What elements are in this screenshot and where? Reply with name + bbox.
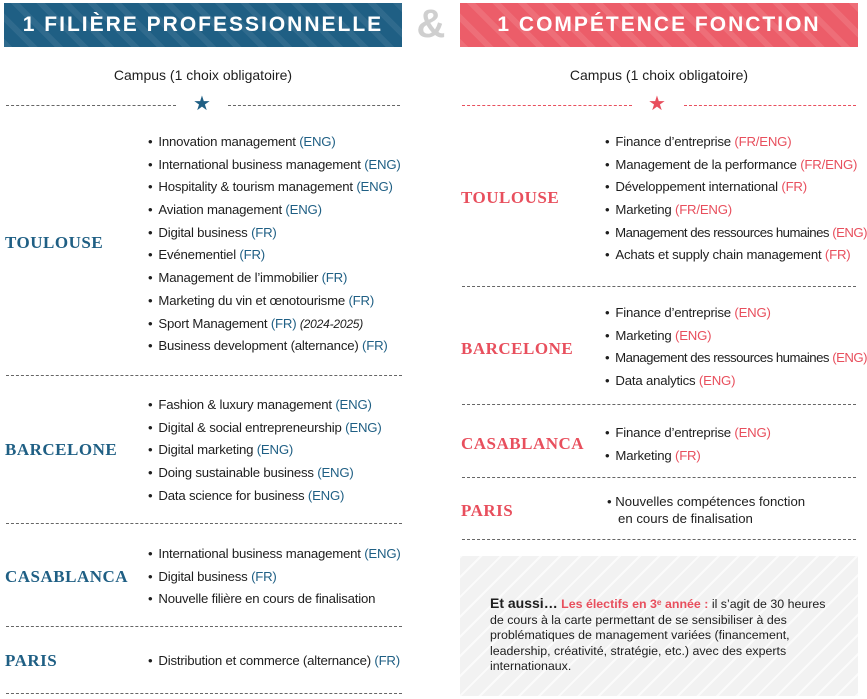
- electives-callout: [460, 556, 858, 696]
- list-item: • Marketing du vin et œnotourisme (FR): [148, 290, 401, 313]
- right-paris-line-1: • Nouvelles compétences fonction: [607, 494, 806, 509]
- electives-lead: Et aussi…: [490, 595, 558, 611]
- list-item: • Digital marketing (ENG): [148, 439, 382, 462]
- left-divider-3: [6, 626, 402, 627]
- list-item: • Business development (alternance) (FR): [148, 335, 401, 358]
- list-item: • Data analytics (ENG): [605, 370, 867, 393]
- right-divider-1: [462, 286, 856, 287]
- right-divider-4: [462, 539, 856, 540]
- right-divider-3: [462, 477, 856, 478]
- right-toulouse-list: [605, 131, 867, 267]
- left-divider-4: [6, 693, 402, 694]
- left-campus-label: Campus (1 choix obligatoire): [113, 67, 293, 83]
- list-item: • Management des ressources humaines (ENG): [605, 347, 867, 370]
- list-item: • Digital & social entrepreneurship (ENG): [148, 417, 382, 440]
- right-city-casablanca: CASABLANCA: [461, 434, 585, 453]
- list-item: • Finance d’entreprise (ENG): [605, 422, 771, 445]
- right-divider-2: [462, 404, 856, 405]
- list-item: • Fashion & luxury management (ENG): [148, 394, 382, 417]
- list-item: • International business management (ENG): [148, 154, 401, 177]
- left-city-barcelone: BARCELONE: [5, 440, 118, 459]
- list-item: • Aviation management (ENG): [148, 199, 401, 222]
- list-item: • Evénementiel (FR): [148, 244, 401, 267]
- list-item: • Hospitality & tourism management (ENG): [148, 176, 401, 199]
- right-city-barcelone: BARCELONE: [461, 339, 574, 358]
- left-divider-1: [6, 375, 402, 376]
- right-city-toulouse: TOULOUSE: [461, 188, 560, 207]
- list-item: • Doing sustainable business (ENG): [148, 462, 382, 485]
- left-star-icon: ★: [193, 93, 211, 115]
- right-paris-line-2: en cours de finalisation: [618, 511, 753, 526]
- list-item: • Distribution et commerce (alternance) (FR): [148, 650, 400, 673]
- list-item: • Marketing (FR/ENG): [605, 199, 867, 222]
- left-city-toulouse: TOULOUSE: [5, 233, 104, 252]
- right-campus-label: Campus (1 choix obligatoire): [569, 67, 749, 83]
- right-star-icon: ★: [648, 93, 666, 115]
- right-star-divider-a: [462, 105, 632, 106]
- list-item: • Nouvelle filière en cours de finalisation: [148, 588, 401, 611]
- list-item: • Management de la performance (FR/ENG): [605, 154, 867, 177]
- electives-text: [490, 596, 836, 675]
- list-item: • Sport Management (FR) (2024-2025): [148, 313, 401, 336]
- list-item: • International business management (ENG): [148, 543, 401, 566]
- ampersand: &: [416, 2, 446, 46]
- list-item: • Finance d’entreprise (ENG): [605, 302, 867, 325]
- left-divider-2: [6, 523, 402, 524]
- list-item: • Finance d’entreprise (FR/ENG): [605, 131, 867, 154]
- left-banner: 1 FILIÈRE PROFESSIONNELLE: [4, 3, 402, 47]
- list-item: • Innovation management (ENG): [148, 131, 401, 154]
- list-item: • Digital business (FR): [148, 566, 401, 589]
- left-paris-list: [148, 650, 400, 673]
- right-casablanca-list: [605, 422, 771, 467]
- list-item: • Data science for business (ENG): [148, 485, 382, 508]
- list-item: • Management de l’immobilier (FR): [148, 267, 401, 290]
- right-city-paris: PARIS: [461, 501, 514, 520]
- electives-body: il s’agit de 30 heures de cours à la carte permettant de se sensibiliser à des problématiques de management variées (financement, leadership, créativité, stratégie, etc.) avec des experts internationaux.: [490, 597, 826, 673]
- list-item: • Management des ressources humaines (ENG): [605, 222, 867, 245]
- left-barcelone-list: [148, 394, 382, 507]
- right-star-divider-b: [684, 105, 856, 106]
- right-paris-text: [607, 493, 805, 527]
- right-barcelone-list: [605, 302, 867, 393]
- left-star-divider-b: [228, 105, 400, 106]
- list-item: • Développement international (FR): [605, 176, 867, 199]
- list-item: • Marketing (ENG): [605, 325, 867, 348]
- left-star-divider-a: [6, 105, 176, 106]
- left-city-paris: PARIS: [5, 651, 58, 670]
- left-toulouse-list: [148, 131, 401, 358]
- list-item: • Marketing (FR): [605, 445, 771, 468]
- list-item: • Digital business (FR): [148, 222, 401, 245]
- left-city-casablanca: CASABLANCA: [5, 567, 129, 586]
- electives-highlight: Les électifs en 3ᵉ année :: [561, 597, 709, 611]
- right-banner: 1 COMPÉTENCE FONCTION: [460, 3, 858, 47]
- left-casablanca-list: [148, 543, 401, 611]
- list-item: • Achats et supply chain management (FR): [605, 244, 867, 267]
